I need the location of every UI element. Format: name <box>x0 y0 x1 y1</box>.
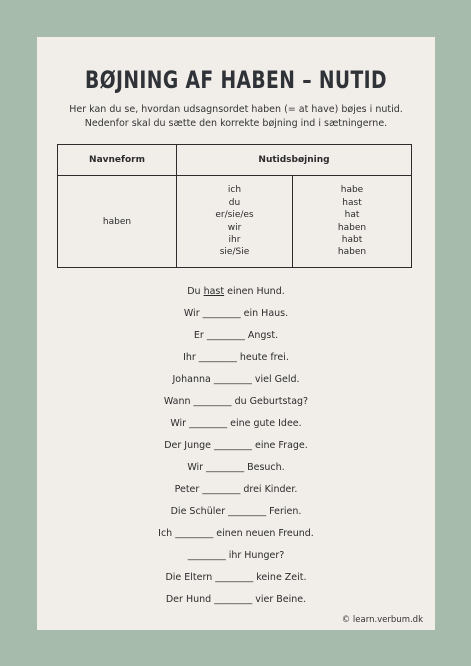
answer-blank[interactable]: ________ <box>202 484 241 495</box>
header-present: Nutidsbøjning <box>177 145 412 176</box>
intro-line-1: Her kan du se, hvordan udsagnsordet haben (= at have) bøjes i nutid. <box>69 104 403 115</box>
sentence: Wir ________ Besuch. <box>187 462 285 473</box>
sentence: Wann ________ du Geburtstag? <box>163 396 309 407</box>
sentence: Peter ________ drei Kinder. <box>174 484 298 495</box>
table-body-row <box>58 176 412 268</box>
pronouns-cell <box>177 176 293 268</box>
sentence: Ich ________ einen neuen Freund. <box>158 528 314 539</box>
pronoun: ich <box>227 185 242 196</box>
intro-text <box>57 103 415 131</box>
sentence: Ihr ________ heute frei. <box>183 352 289 363</box>
pronoun: ihr <box>228 234 241 245</box>
verb-form: hast <box>342 197 362 208</box>
pronoun: wir <box>227 222 242 233</box>
verb-form: haben <box>337 247 367 258</box>
sentence: ________ ihr Hunger? <box>187 550 285 561</box>
sentence: Wir ________ ein Haus. <box>183 308 289 319</box>
worksheet <box>37 37 435 630</box>
verb-form: hat <box>344 210 360 221</box>
answer-blank[interactable]: ________ <box>214 594 253 605</box>
table-header-row <box>58 145 412 176</box>
conjugation-table <box>57 144 412 268</box>
sentence: Johanna ________ viel Geld. <box>172 374 300 385</box>
answer-blank[interactable]: ________ <box>198 352 237 363</box>
example-answer: hast <box>203 286 225 297</box>
answer-blank[interactable]: ________ <box>228 506 267 517</box>
header-infinitive: Navneform <box>58 145 177 176</box>
verb-form: habe <box>340 185 364 196</box>
answer-blank[interactable]: ________ <box>213 374 252 385</box>
sentence: Der Junge ________ eine Frage. <box>164 440 308 451</box>
pronoun: du <box>228 197 241 208</box>
answer-blank[interactable]: ________ <box>202 308 241 319</box>
credit-text[interactable]: © learn.verbum.dk <box>341 615 423 625</box>
answer-blank[interactable]: ________ <box>206 330 245 341</box>
answer-blank[interactable]: ________ <box>175 528 214 539</box>
sentence-example: Du hast einen Hund. <box>187 286 285 297</box>
pronoun: er/sie/es <box>215 210 254 221</box>
answer-blank[interactable]: ________ <box>189 418 228 429</box>
answer-blank[interactable]: ________ <box>187 550 226 561</box>
sentence: Die Eltern ________ keine Zeit. <box>165 572 307 583</box>
answer-blank[interactable]: ________ <box>215 572 254 583</box>
sentence: Die Schüler ________ Ferien. <box>170 506 302 517</box>
answer-blank[interactable]: ________ <box>206 462 245 473</box>
verb-form: haben <box>337 222 367 233</box>
forms-cell <box>293 176 412 268</box>
intro-line-2: Nedenfor skal du sætte den korrekte bøjning ind i sætningerne. <box>84 118 388 129</box>
pronoun: sie/Sie <box>219 247 250 258</box>
verb-form: habt <box>341 234 363 245</box>
infinitive-cell: haben <box>58 176 177 268</box>
sentence: Wir ________ eine gute Idee. <box>170 418 302 429</box>
sentence: Der Hund ________ vier Beine. <box>165 594 307 605</box>
answer-blank[interactable]: ________ <box>193 396 232 407</box>
sentence: Er ________ Angst. <box>193 330 279 341</box>
page-title: BØJNING AF HABEN – NUTID <box>85 66 387 94</box>
answer-blank[interactable]: ________ <box>214 440 253 451</box>
